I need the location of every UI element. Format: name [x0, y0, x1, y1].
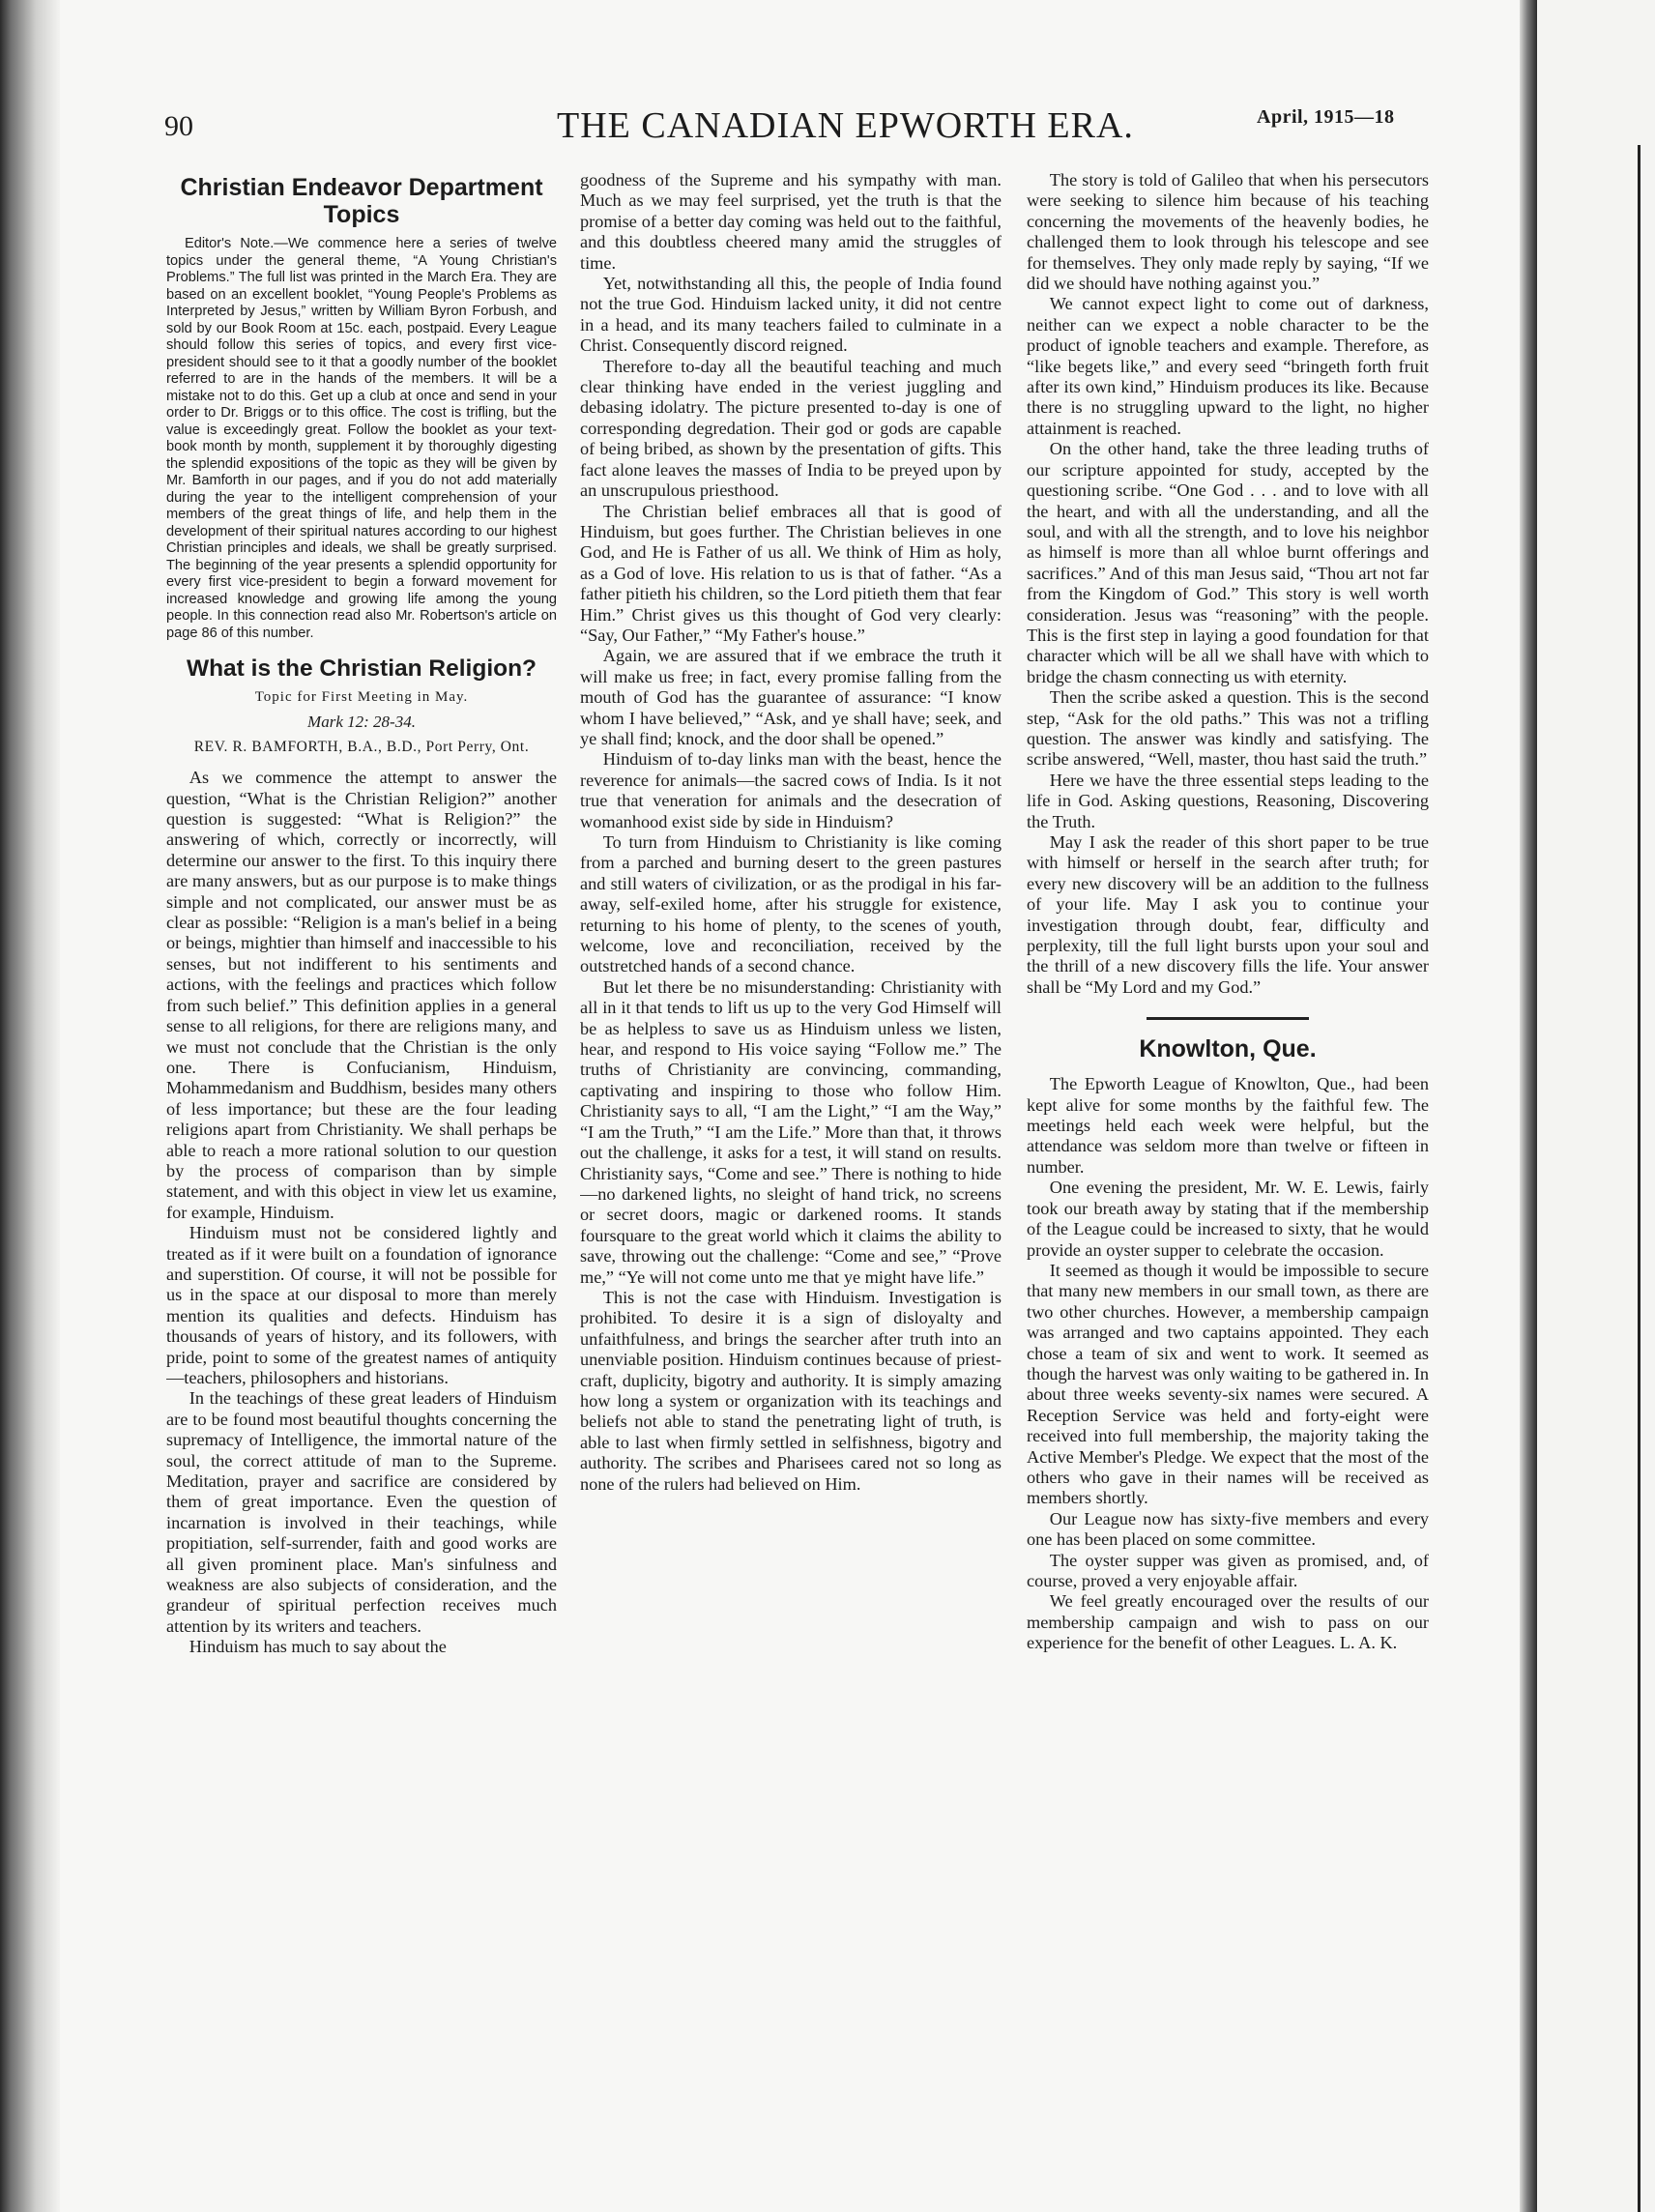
paragraph: To turn from Hinduism to Christianity is like coming from a parched and burning desert to the green pastures and still waters of civilization, or as the prodigal in his far-away, self-exiled home, after his struggle for existence, returning to his home of plenty, to the scenes of youth, welcome, love and reconciliation, received by the outstretched hands of a second chance. — [580, 832, 1002, 976]
paragraph: The Epworth League of Knowlton, Que., had been kept alive for some months by the faithful few. The meetings held each week were helpful, but the attendance was seldom more than twelve or fifteen in number. — [1027, 1074, 1429, 1177]
paragraph: goodness of the Supreme and his sympathy with man. Much as we may feel surprised, yet the truth is that the promise of a better day coming was held out to the faithful, and this doubtless cheered many amid the struggles of time. — [580, 170, 1002, 273]
editor-note-text: Editor's Note.—We commence here a series of twelve topics under the general theme, “A Young Christian's Problems.” The full list was printed in the March Era. They are based on an excellent booklet, “Young People's Problems as Interpreted by Jesus,” written by William Byron Forbush, and sold by our Book Room at 15c. each, postpaid. Every League should follow this series of topics, and every first vice-president should see to it that a goodly number of the booklet referred to are in the hands of the members. It will be a mistake not to do this. Get up a club at once and send in your order to Dr. Briggs or to this office. The cost is trifling, but the value is exceedingly great. Follow the booklet as your text-book month by month, supplement it by thoroughly digesting the splendid expositions of the topic as they will be given by Mr. Bamforth in our pages, and if you do not add materially during the year to the intelligent comprehension of your members of the great things of life, and help them in the development of their spiritual natures according to our highest Christian principles and ideals, we shall be greatly surprised. The beginning of the year presents a splendid opportunity for every first vice-president to begin a forward movement for increased knowledge and growing life among the young people. In this connection read also Mr. Robertson's article on page 86 of this number. — [166, 236, 557, 641]
paragraph: May I ask the reader of this short paper to be true with himself or herself in the search after truth; for every new discovery will be an addition to the fullness of your life. May I ask you to continue your investigation through doubt, fear, difficulty and perplexity, till the full light bursts upon your soul and the thrill of a new discovery fills the life. Your answer shall be “My Lord and my God.” — [1027, 832, 1429, 997]
paragraph: Hinduism of to-day links man with the beast, hence the reverence for animals—the sacred cows of India. Is it not true that veneration for animals and the desecration of womanhood exist side by side in Hinduism? — [580, 749, 1002, 831]
paragraph: Hinduism must not be considered lightly and treated as if it were built on a foundation of ignorance and superstition. Of course, it will not be possible for us in the space at our disposal to more than merely mention its qualities and defects. Hinduism has thousands of years of history, and its followers, with pride, point to some of the greatest names of antiquity—teachers, philosophers and historians. — [166, 1223, 557, 1388]
paragraph: As we commence the attempt to answer the question, “What is the Christian Religion?” another question is suggested: “What is Religion?” the answering of which, correctly or incorrectly, will determine our answer to the first. To this inquiry there are many answers, but as our purpose is to make things simple and not complicated, our answer must be as clear as possible: “Religion is a man's belief in a being or beings, mightier than himself and inaccessible to his senses, but not indifferent to his sentiments and actions, with the feelings and practices which follow from such belief.” This definition applies in a general sense to all religions, for there are religions many, and we must not conclude that the Christian is the only one. There is Confucianism, Hinduism, Mohammedanism and Buddhism, besides many others of less importance; but these are the four leading religions apart from Christianity. We shall perhaps be able to reach a more rational solution to our question by the process of comparison than by simple statement, and with this object in view let us examine, for example, Hinduism. — [166, 768, 557, 1222]
paragraph: One evening the president, Mr. W. E. Lewis, fairly took our breath away by stating that if the membership of the League could be increased to sixty, that he would provide an oyster supper to celebrate the occasion. — [1027, 1178, 1429, 1260]
paragraph: But let there be no misunderstanding: Christianity with all in it that tends to lift us up to the very God Himself will be as helpless to save us as Hinduism unless we listen, hear, and respond to His voice saying “Follow me.” The truths of Christianity are convincing, commanding, captivating and inspiring to those who follow Him. Christianity says to all, “I am the Light,” “I am the Way,” “I am the Truth,” “I am the Life.” More than that, it throws out the challenge, it asks for a test, it will stand on results. Christianity says, “Come and see.” There is nothing to hide—no darkened lights, no sleight of hand trick, no screens or secret doors, magic or darkened rooms. It stands foursquare to the great world which it claims the ability to save, throwing out the challenge: “Come and see,” “Prove me,” “Ye will not come unto me that ye might have life.” — [580, 976, 1002, 1287]
paragraph: Here we have the three essential steps leading to the life in God. Asking questions, Reasoning, Discovering the Truth. — [1027, 770, 1429, 831]
paragraph: The oyster supper was given as promised, and, of course, proved a very enjoyable affair. — [1027, 1550, 1429, 1590]
christian-endeavor-heading: Christian Endeavor Department Topics — [180, 174, 543, 228]
article-topic-line: Topic for First Meeting in May. — [254, 689, 469, 706]
adjacent-page-rule — [1638, 145, 1640, 2212]
paragraph: The Christian belief embraces all that is good of Hinduism, but goes further. The Christian believes in one God, and He is Father of us all. We think of Him as holy, as a God of love. His relation to us is that of father. “As a father pitieth his children, so the Lord pitieth them that fear Him.” Christ gives us this thought of God very clearly: “Say, Our Father,” “My Father's house.” — [580, 501, 1002, 645]
paragraph: Hinduism has much to say about the — [189, 1637, 447, 1657]
column-2 — [580, 170, 1002, 2133]
journal-title: THE CANADIAN EPWORTH ERA. — [557, 105, 1134, 146]
paragraph: Yet, notwithstanding all this, the people of India found not the true God. Hinduism lacked unity, it did not centre in a head, and its many teachers failed to culminate in a Christ. Consequently discord reigned. — [580, 274, 1002, 356]
paragraph: This is not the case with Hinduism. Investigation is prohibited. To desire it is a sign of disloyalty and unfaithfulness, and brings the searcher after truth into an unenviable position. Hinduism continues because of priest-craft, duplicity, bigotry and authority. It is simply amazing how long a system or organization with its teachings and beliefs not able to stand the penetrating light of truth, is able to last when firmly settled in selfishness, bigotry and authority. The scribes and Pharisees cared not so long as none of the rulers had believed on Him. — [580, 1287, 1002, 1494]
article-scripture: Mark 12: 28-34. — [307, 712, 416, 731]
issue-date: April, 1915—18 — [1257, 106, 1395, 128]
paragraph: Then the scribe asked a question. This is the second step, “Ask for the old paths.” This was not a trifling question. The answer was kindly and satisfying. The scribe answered, “Well, master, thou hast said the truth.” — [1027, 687, 1429, 770]
paragraph: Therefore to-day all the beautiful teaching and much clear thinking have ended in the veriest juggling and debasing idolatry. The picture presented to-day is one of corresponding degredation. Their god or gods are capable of being bribed, as shown by the presentation of gifts. This fact alone leaves the masses of India to be preyed upon by an unscrupulous priesthood. — [580, 356, 1002, 501]
paragraph: Our League now has sixty-five members and every one has been placed on some committee. — [1027, 1508, 1429, 1550]
paragraph: It seemed as though it would be impossible to secure that many new members in our small town, as there are two other churches. However, a membership campaign was arranged and two captains appointed. They each chose a team of six and went to work. It seemed as though the harvest was only waiting to be gathered in. In about three weeks seventy-six names were secured. A Reception Service was held and forty-eight were received into full membership, the majority taking the Active Member's Pledge. We expect that the most of the others who gave in their names will be received as members shortly. — [1027, 1260, 1429, 1508]
page-header — [104, 97, 1458, 155]
scan-binding-edge — [0, 0, 60, 2212]
article-title: What is the Christian Religion? — [186, 655, 537, 682]
editor-note — [166, 236, 557, 642]
column-1 — [166, 170, 557, 2133]
paragraph: Again, we are assured that if we embrace the truth it will make us free; in fact, every promise falling from the mouth of God has the guarantee of assurance: “I know whom I have believed,” “Ask, and ye shall have; seek, and ye shall find; knock, and the door shall be opened.” — [580, 646, 1002, 748]
paragraph: We cannot expect light to come out of darkness, neither can we expect a noble character to be the product of ignoble teachers and example. Therefore, as “like begets like,” and every seed “bringeth forth fruit after its own kind,” Hinduism produces its like. Because there is no struggling upward to the light, no higher attainment is reached. — [1027, 294, 1429, 438]
section-divider — [1147, 1017, 1309, 1020]
adjacent-page-edge — [1537, 0, 1655, 2212]
paragraph: On the other hand, take the three leading truths of our scripture appointed for study, accepted by the questioning scribe. “One God . . . and to love with all the heart, and with all the understanding, and all the soul, and with all the strength, and to love his neighbor as himself is more than all whloe burnt offerings and sacrifices.” And of this man Jesus said, “Thou art not far from the Kingdom of God.” This story is well worth consideration. Jesus was “reasoning” with the people. This is the first step in laying a good foundation for that character which will be all we shall have with which to bridge the chasm connecting us with eternity. — [1027, 439, 1429, 686]
column-3 — [1027, 170, 1429, 2133]
page-number: 90 — [164, 110, 193, 142]
knowlton-heading: Knowlton, Que. — [1139, 1035, 1317, 1063]
paragraph: The story is told of Galileo that when his persecutors were seeking to silence him because of his teaching concerning the movements of the heavenly bodies, he challenged them to look through his telescope and see for themselves. They only made reply by saying, “If we did we should have nothing against you.” — [1027, 170, 1429, 294]
paragraph: We feel greatly encouraged over the results of our membership campaign and wish to pass on our experience for the benefit of other Leagues. L. A. K. — [1027, 1591, 1429, 1653]
book-gutter — [1520, 0, 1537, 2212]
article-author: REV. R. BAMFORTH, B.A., B.D., Port Perry, Ont. — [193, 738, 530, 755]
paragraph: In the teachings of these great leaders of Hinduism are to be found most beautiful thoughts concerning the supremacy of Intelligence, the immortal nature of the soul, the correct attitude of man to the Supreme. Meditation, prayer and sacrifice are considered by them of great importance. Even the question of incarnation is involved in their teachings, while propitiation, self-surrender, faith and good works are all given prominent place. Man's sinfulness and weakness are also subjects of consideration, and the grandeur of spiritual perfection receives much attention by its writers and teachers. — [166, 1388, 557, 1636]
